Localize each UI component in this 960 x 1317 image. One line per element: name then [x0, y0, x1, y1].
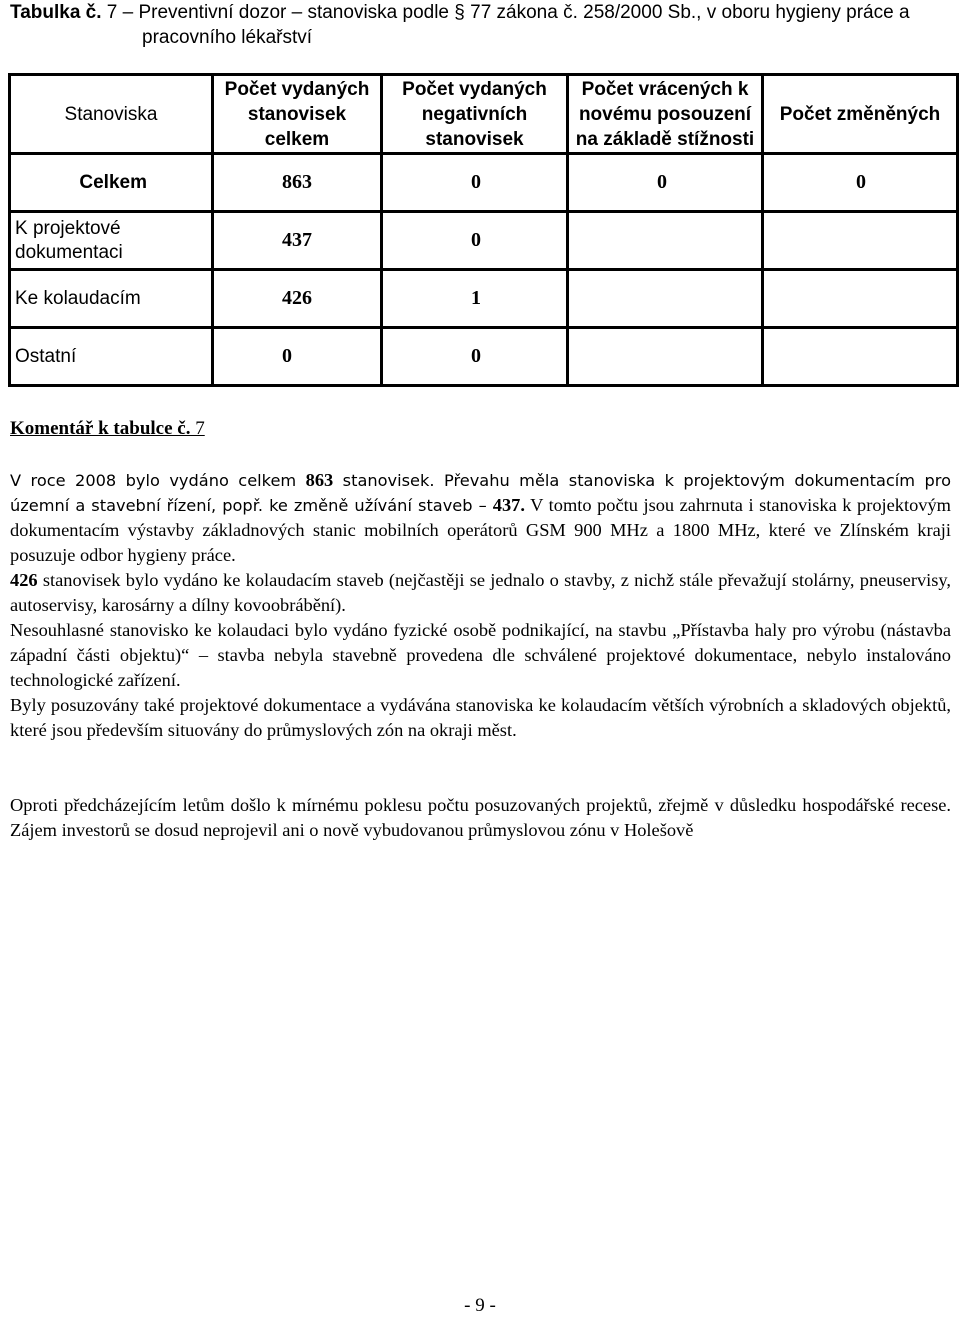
- table-row: [10, 154, 958, 212]
- paragraph-gap: [10, 743, 951, 793]
- paragraph-5: Oproti předcházejícím letům došlo k mírnému poklesu počtu posuzovaných projektů, zřejmě v důsledku hospodářské recese. Zájem investorů se dosud neprojevil ani o nově vybudovanou průmyslovou zónu v Holešově: [10, 795, 951, 840]
- p2-text: stanovisek bylo vydáno ke kolaudacím staveb (nejčastěji se jednalo o stavby, z nichž stále převažují stolárny, pneuservisy, autoservisy, karosárny a dílny kovoobrábění).: [10, 570, 951, 615]
- cell-value: 0: [763, 154, 958, 212]
- header-pocet-zmenenych: Počet změněných: [763, 75, 958, 154]
- table-header-row: [10, 75, 958, 154]
- p1-majority: Převahu měla stanoviska k projektovým dokumentacím pro územní a stavební řízení, popř. ke změně užívání staveb –: [10, 471, 951, 515]
- row-label-celkem: Celkem: [10, 154, 213, 212]
- table-row: [10, 212, 958, 270]
- caption-label: Tabulka č.: [10, 2, 102, 23]
- header-stanoviska: Stanoviska: [10, 75, 213, 154]
- p1-intro: V roce 2008 bylo vydáno celkem: [10, 471, 306, 490]
- comment-title-text: Komentář k tabulce č.: [10, 418, 191, 439]
- caption-text-line1: 7 – Preventivní dozor – stanoviska podle § 77 zákona č. 258/2000 Sb., v oboru hygieny práce a: [101, 2, 910, 23]
- comment-title-number: 7: [190, 418, 205, 439]
- cell-value: [763, 270, 958, 328]
- cell-value: [568, 270, 763, 328]
- header-pocet-vracenych: Počet vrácených k novému posouzení na základě stížnosti: [568, 75, 763, 154]
- p1-projects-count: 437.: [492, 495, 525, 515]
- table-row: [10, 328, 958, 386]
- cell-value: [763, 212, 958, 270]
- cell-value: 0: [382, 212, 568, 270]
- p1-gsm: V tomto počtu jsou zahrnuta i stanoviska k projektovým dokumentacím výstavby základnových stanic mobilních operátorů GSM 900 MHz a 1800 MHz, které ve Zlínském kraji posuzuje odbor hygieny práce.: [10, 495, 951, 565]
- row-label-ostatni: Ostatní: [10, 328, 213, 386]
- row-label-kolaudacim: Ke kolaudacím: [10, 270, 213, 328]
- caption-text-line2: pracovního lékařství: [142, 27, 313, 48]
- comment-body: [10, 468, 951, 843]
- cell-value: 0: [568, 154, 763, 212]
- table-row: [10, 270, 958, 328]
- cell-value: 1: [382, 270, 568, 328]
- stanoviska-table: [8, 73, 959, 387]
- cell-value: [763, 328, 958, 386]
- cell-value: 426: [213, 270, 382, 328]
- comment-title: [10, 418, 205, 440]
- p1-units: stanovisek.: [333, 471, 444, 490]
- paragraph-1: [10, 468, 951, 568]
- cell-value: 437: [213, 212, 382, 270]
- cell-value: 863: [213, 154, 382, 212]
- table-caption: [10, 0, 950, 50]
- paragraph-2: [10, 568, 951, 618]
- cell-value: [568, 328, 763, 386]
- paragraph-4: Byly posuzovány také projektové dokumentace a vydávána stanoviska ke kolaudacím větších výrobních a skladových objektů, které jsou především situovány do průmyslových zón na okraji měst.: [10, 695, 951, 740]
- cell-value: 0: [382, 328, 568, 386]
- header-pocet-celkem: Počet vydaných stanovisek celkem: [213, 75, 382, 154]
- p1-total: 863: [305, 470, 334, 490]
- paragraph-3: Nesouhlasné stanovisko ke kolaudaci bylo vydáno fyzické osobě podnikající, na stavbu „Přístavba haly pro výrobu (nástavba západní části objektu)“ – stavba nebyla stavebně provedena dle schválené projektové dokumentace, nebylo instalováno technologické zařízení.: [10, 620, 951, 690]
- cell-value: 0: [382, 154, 568, 212]
- header-pocet-negativnich: Počet vydaných negativních stanovisek: [382, 75, 568, 154]
- cell-value: 0: [213, 328, 382, 386]
- p2-count: 426: [10, 570, 38, 590]
- row-label-projektove: K projektové dokumentaci: [10, 212, 213, 270]
- page-number: - 9 -: [464, 1295, 496, 1316]
- cell-value: [568, 212, 763, 270]
